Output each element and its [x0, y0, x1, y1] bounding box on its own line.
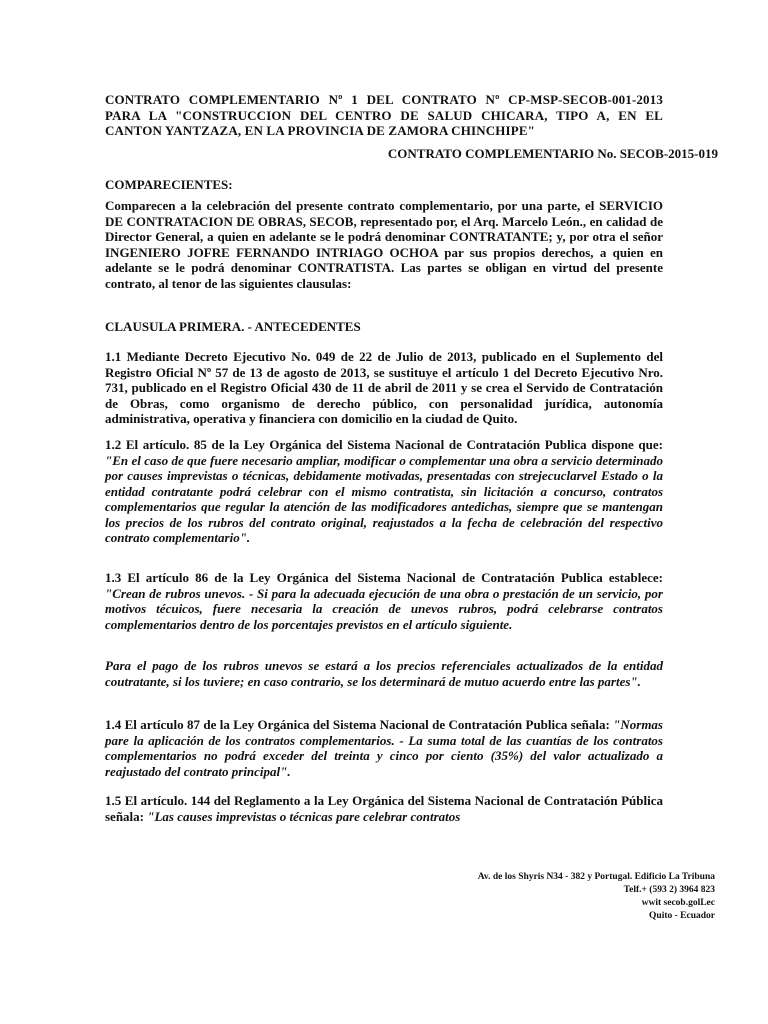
paragraph-1-5: [105, 793, 663, 824]
paragraph-1-2-quote: "En el caso de que fuere necesario ampliar, modificar o complementar una obra a servicio determinado por causes imprevistas o técnicas, debidamente motivadas, presentadas con strejecuclarvel Estado o la entidad contratante podrá celebrar con el mismo contratista, sin licitación a concurso, contratos complementarios que regular la atención de las modificadores antedichas, siempre que se mantengan los precios de los rubros del contrato original, reajustados a la fecha de celebración del respectivo contrato complementario".: [105, 452, 663, 545]
paragraph-1-4: [105, 717, 663, 779]
footer-phone: Telf.+ (593 2) 3964 823: [623, 885, 715, 895]
paragraph-1-3-quote: "Crean de rubros unevos. - Si para la adecuada ejecución de una obra o prestación de un servicio, por motivos técuicos, fuere necesaria la creación de unevos rubros, podrá celebrarse contratos complementarios dentro de los porcentajes previstos en el artículo siguiente.: [105, 585, 663, 632]
paragraph-1-3-lead: 1.3 El artículo 86 de la Ley Orgánica del Sistema Nacional de Contratación Publica establece:: [105, 570, 663, 585]
paragraph-1-5-quote: "Las causes imprevistas o técnicas pare celebrar contratos: [147, 808, 461, 824]
paragraph-1-4-quote: "Normas pare la aplicación de los contratos complementarios. - La suma total de las cuantías de los contratos complementarios no podrá exceder del treinta y cinco por ciento (35%) del valor actualizado a reajustado del contrato principal".: [105, 717, 663, 779]
paragraph-1-2: [105, 437, 663, 546]
clausula-primera-heading: CLAUSULA PRIMERA. - ANTECEDENTES: [105, 319, 361, 334]
paragraph-1-1: 1.1 Mediante Decreto Ejecutivo No. 049 de 22 de Julio de 2013, publicado en el Suplemento del Registro Oficial Nº 57 de 13 de agosto de 2013, se sustituye el artículo 1 del Decreto Ejecutivo Nro. 731, publicado en el Registro Oficial 430 de 11 de abril de 2011 y se crea el Servido de Contratación de Obras, como organismo de derecho público, con personalidad jurídica, autonomía administrativa, operativa y financiera con domicilio en la ciudad de Quito.: [105, 349, 663, 426]
footer-website: wwit secob.golLec: [641, 898, 715, 908]
paragraph-1-3-continued: [105, 658, 663, 689]
footer-city: Quito - Ecuador: [649, 911, 715, 921]
contract-title: CONTRATO COMPLEMENTARIO Nº 1 DEL CONTRATO Nº CP-MSP-SECOB-001-2013 PARA LA "CONSTRUCCION DEL CENTRO DE SALUD CHICARA, TIPO A, EN EL CANTON YANTZAZA, EN LA PROVINCIA DE ZAMORA CHINCHIPE": [105, 92, 663, 138]
contract-number: CONTRATO COMPLEMENTARIO No. SECOB-2015-019: [387, 146, 718, 161]
paragraph-1-5-lead: 1.5 El artículo. 144 del Reglamento a la Ley Orgánica del Sistema Nacional de Contratación Pública señala:: [105, 793, 663, 824]
comparecientes-heading: COMPARECIENTES:: [105, 177, 233, 192]
footer-contact: [478, 871, 715, 923]
comparecientes-paragraph: Comparecen a la celebración del presente contrato complementario, por una parte, el SERVICIO DE CONTRATACION DE OBRAS, SECOB, representado por, el Arq. Marcelo León., en calidad de Director General, a quien en adelante se le podrá denominar CONTRATANTE; y, por otra el señor INGENIERO JOFRE FERNANDO INTRIAGO OCHOA par sus propios derechos, a quien en adelante se le podrá denominar CONTRATISTA. Las partes se obligan en virtud del presente contrato, al tenor de las siguientes clausulas:: [105, 198, 663, 291]
paragraph-1-2-lead: 1.2 El artículo. 85 de la Ley Orgánica del Sistema Nacional de Contratación Publica dispone que:: [105, 437, 663, 452]
paragraph-1-3: [105, 570, 663, 632]
footer-address: Av. de los Shyris N34 - 382 y Portugal. Edificio La Tribuna: [477, 872, 715, 882]
paragraph-1-3-continued-quote: Para el pago de los rubros unevos se estará a los precios referenciales actualizados de la entidad coutratante, si los tuviere; en caso contrario, se los determinará de mutuo acuerdo entre las partes".: [105, 658, 663, 689]
paragraph-1-4-lead: 1.4 El artículo 87 de la Ley Orgánica del Sistema Nacional de Contratación Publica señala:: [105, 717, 614, 732]
